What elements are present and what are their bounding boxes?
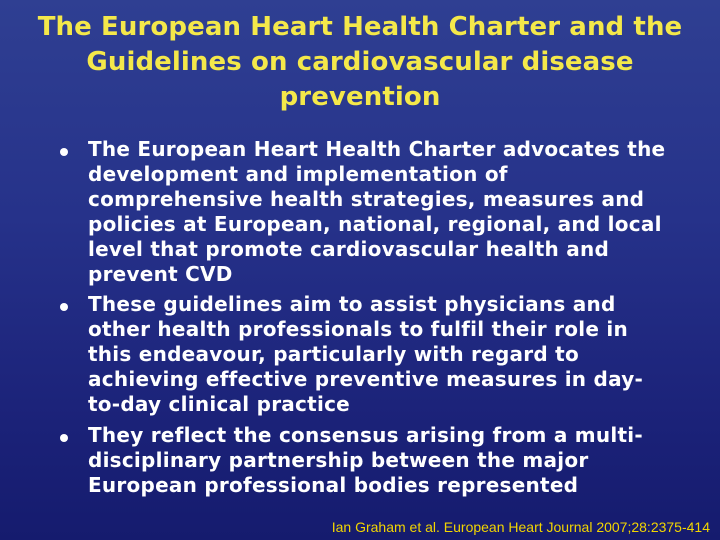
bullet-line: level that promote cardiovascular health and bbox=[88, 237, 610, 261]
bullet-dot-icon bbox=[60, 303, 68, 311]
bullet-line: European professional bodies represented bbox=[88, 473, 579, 497]
bullet-dot-icon bbox=[60, 148, 68, 156]
bullet-line: The European Heart Health Charter advocates the bbox=[88, 137, 666, 161]
bullet-line: disciplinary partnership between the major bbox=[88, 448, 589, 472]
bullet-line: this endeavour, particularly with regard to bbox=[88, 342, 579, 366]
bullet-item bbox=[60, 292, 660, 417]
bullet-line: prevent CVD bbox=[88, 262, 233, 286]
bullet-line: other health professionals to fulfil their role in bbox=[88, 317, 628, 341]
bullet-item bbox=[60, 423, 660, 498]
title-line: prevention bbox=[279, 82, 441, 112]
bullet-list bbox=[60, 137, 666, 498]
bullet-dot-icon bbox=[60, 434, 68, 442]
citation: Ian Graham et al. European Heart Journal 2007;28:2375-414 bbox=[331, 519, 710, 535]
bullet-line: These guidelines aim to assist physicians and bbox=[88, 292, 616, 316]
bullet-line: development and implementation of bbox=[88, 162, 508, 186]
bullet-line: comprehensive health strategies, measures and bbox=[88, 187, 645, 211]
title-line: The European Heart Health Charter and the bbox=[37, 12, 683, 42]
slide-title bbox=[20, 10, 700, 115]
bullet-line: policies at European, national, regional, and local bbox=[88, 212, 662, 236]
title-line: Guidelines on cardiovascular disease bbox=[86, 47, 634, 77]
bullet-line: achieving effective preventive measures in day- bbox=[88, 367, 644, 391]
bullet-line: to-day clinical practice bbox=[88, 392, 350, 416]
bullet-item bbox=[60, 137, 666, 287]
bullet-line: They reflect the consensus arising from a multi- bbox=[88, 423, 643, 447]
